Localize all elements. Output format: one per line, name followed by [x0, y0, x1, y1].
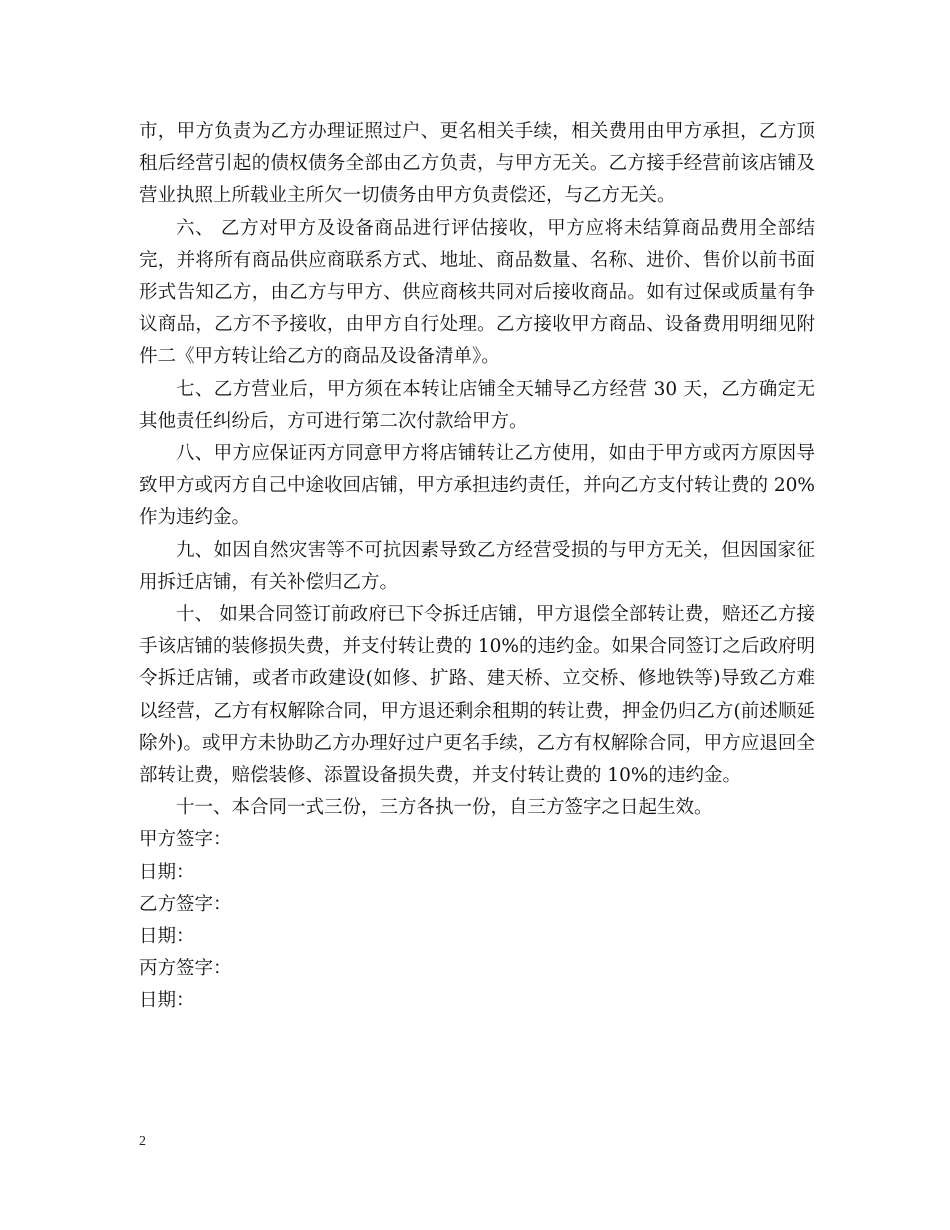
- party-c-date-label: 日期：: [139, 990, 195, 1012]
- clause-nine: 九、如因自然灾害等不可抗因素导致乙方经营受损的与甲方无关，但因国家征用拆迁店铺，有关补偿归乙方。: [139, 539, 815, 593]
- party-a-date-label: 日期：: [139, 861, 195, 883]
- clause-seven: 七、乙方营业后，甲方须在本转让店铺全天辅导乙方经营 30 天，乙方确定无其他责任纠纷后，方可进行第二次付款给甲方。: [139, 378, 815, 432]
- party-b-date-label: 日期：: [139, 926, 195, 948]
- party-a-signature-label: 甲方签字：: [139, 829, 232, 851]
- clause-ten: 十、 如果合同签订前政府已下令拆迁店铺，甲方退偿全部转让费，赔还乙方接手该店铺的装修损失费，并支付转让费的 10%的违约金。如果合同签订之后政府明令拆迁店铺，或者市政建设(如修、扩路、建天桥、立交桥、修地铁等)导致乙方难以经营，乙方有权解除合同，甲方退还剩余租期的转让费，押金仍归乙方(前述顺延除外)。或甲方未协助乙方办理好过户更名手续，乙方有权解除合同，甲方应退回全部转让费，赔偿装修、添置设备损失费，并支付转让费的 10%的违约金。: [139, 604, 816, 787]
- party-b-signature-label: 乙方签字：: [139, 893, 232, 915]
- party-c-signature-label: 丙方签字：: [139, 958, 232, 980]
- page-number: 2: [139, 1134, 146, 1149]
- clause-eleven: 十一、本合同一式三份，三方各执一份，自三方签字之日起生效。: [176, 797, 713, 819]
- clause-eight: 八、甲方应保证丙方同意甲方将店铺转让乙方使用，如由于甲方或丙方原因导致甲方或丙方自己中途收回店铺，甲方承担违约责任，并向乙方支付转让费的 20%作为违约金。: [139, 443, 816, 529]
- contract-body: [139, 116, 815, 1018]
- clause-six: 六、 乙方对甲方及设备商品进行评估接收，甲方应将未结算商品费用全部结完，并将所有商品供应商联系方式、地址、商品数量、名称、进价、售价以前书面形式告知乙方，由乙方与甲方、供应商核共同对后接收商品。如有过保或质量有争议商品，乙方不予接收，由甲方自行处理。乙方接收甲方商品、设备费用明细见附件二《甲方转让给乙方的商品及设备清单》。: [139, 217, 815, 368]
- paragraph-continuation: 市，甲方负责为乙方办理证照过户、更名相关手续，相关费用由甲方承担，乙方顶租后经营引起的债权债务全部由乙方负责，与甲方无关。乙方接手经营前该店铺及营业执照上所载业主所欠一切债务由甲方负责偿还，与乙方无关。: [139, 121, 815, 207]
